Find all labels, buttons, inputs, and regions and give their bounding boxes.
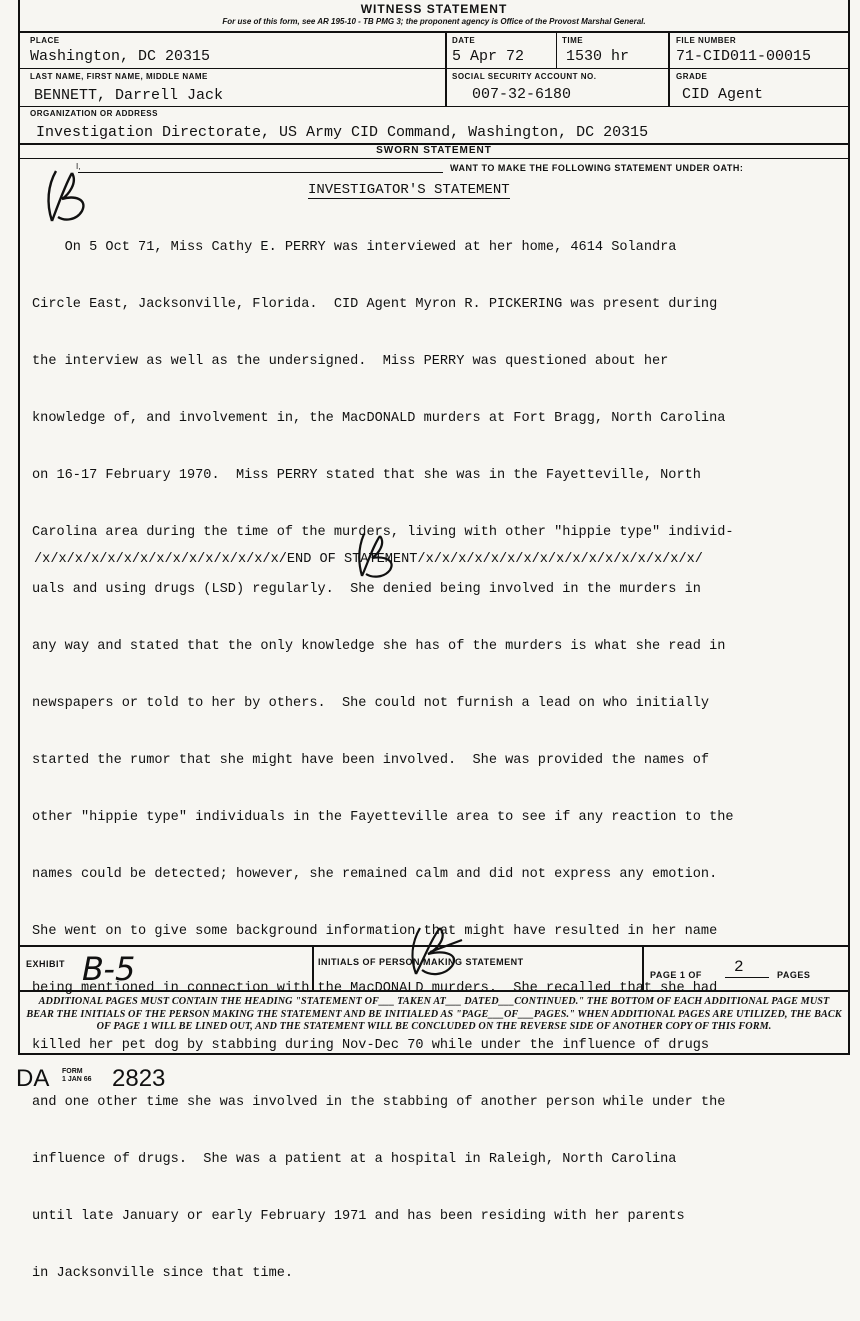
file-value: 71-CID011-00015 [676,48,812,65]
statement-line: influence of drugs. She was a patient at a hospital in Raleigh, North Carolina [32,1152,677,1167]
name-value: BENNETT, Darrell Jack [34,87,224,104]
file-label: FILE NUMBER [676,36,737,45]
form-number: 2823 [112,1065,166,1092]
page-total-line [725,977,769,978]
additional-pages-note: ADDITIONAL PAGES MUST CONTAIN THE HEADING "STATEMENT OF___ TAKEN AT___ DATED___CONTINUED." THE BOTTOM OF EACH ADDITIONAL PAGE MUST BEAR THE INITIALS OF THE PERSON MAKING THE STATEMENT AND BE INITIALED AS "PAGE___OF___PAGES." WHEN ADDITIONAL PAGES ARE UTILIZED, THE BACK OF PAGE 1 WILL BE LINED OUT, AND THE STATEMENT WILL BE CONCLUDED ON THE REVERSE SIDE OF ANOTHER COPY OF THIS FORM. [26,996,842,1032]
statement-line: and one other time she was involved in the stabbing of another person while under the [32,1095,726,1110]
statement-line: uals and using drugs (LSD) regularly. She denied being involved in the murders in [32,582,701,597]
form-small-date: 1 JAN 66 [62,1076,92,1083]
place-value: Washington, DC 20315 [30,48,211,65]
rule-row1 [20,68,848,69]
time-label: TIME [562,36,584,45]
statement-line: She went on to give some background information that might have resulted in her name [32,924,718,939]
statement-line: killed her pet dog by stabbing during Nov-Dec 70 while under the influence of drugs [32,1038,710,1053]
rule-sworn [20,158,848,159]
statement-line: on 16-17 February 1970. Miss PERRY stated that she was in the Fayetteville, North [32,468,701,483]
handwritten-initials-top [38,165,108,227]
org-value: Investigation Directorate, US Army CID Command, Washington, DC 20315 [36,124,649,141]
end-of-statement-line: /x/x/x/x/x/x/x/x/x/x/x/x/x/x/x/END OF STATEMENT/x/x/x/x/x/x/x/x/x/x/x/x/x/x/x/x/x/ [34,552,703,567]
grade-label: GRADE [676,72,708,81]
form-edition [62,1068,92,1084]
handwritten-initials-end [350,530,410,580]
pages-label: PAGES [777,970,811,980]
statement-line: knowledge of, and involvement in, the MacDONALD murders at Fort Bragg, North Carolina [32,411,726,426]
divider-place-date [445,31,447,106]
form-small-label: FORM [62,1068,83,1075]
org-label: ORGANIZATION OR ADDRESS [30,109,158,118]
page-of-label: PAGE 1 OF [650,970,702,980]
exhibit-value: B-5 [82,950,136,988]
statement-line: started the rumor that she might have been involved. She was provided the names of [32,753,710,768]
sworn-statement-heading: SWORN STATEMENT [376,145,492,156]
statement-line: until late January or early February 1971 and has been residing with her parents [32,1209,685,1224]
statement-line: the interview as well as the undersigned. Miss PERRY was questioned about her [32,354,669,369]
statement-line: On 5 Oct 71, Miss Cathy E. PERRY was interviewed at her home, 4614 Solandra [32,240,677,255]
date-value: 5 Apr 72 [452,48,525,65]
statement-line: Carolina area during the time of the murders, living with other "hippie type" individ- [32,525,734,540]
page-total-value: 2 [734,958,744,976]
statement-line: other "hippie type" individuals in the Fayetteville area to see if any reaction to the [32,810,734,825]
place-label: PLACE [30,36,60,45]
oath-name-line [78,172,443,173]
rule-top [20,31,848,33]
form-subtitle: For use of this form, see AR 195-10 - TB PMG 3; the proponent agency is Office of the Provost Marshal General. [222,17,646,26]
oath-text: WANT TO MAKE THE FOLLOWING STATEMENT UNDER OATH: [450,163,744,173]
handwritten-initials-footer [400,922,480,978]
ssn-value: 007-32-6180 [472,86,572,103]
exhibit-label: EXHIBIT [26,959,66,969]
form-title: WITNESS STATEMENT [360,2,508,16]
statement-line: Circle East, Jacksonville, Florida. CID Agent Myron R. PICKERING was present during [32,297,718,312]
divider-time-file [668,31,670,106]
oath-i-label: I, [76,162,81,171]
form-prefix: DA [16,1065,50,1092]
statement-line: being mentioned in connection with the MacDONALD murders. She recalled that she had [32,981,718,996]
initials-label: INITIALS OF PERSON MAKING STATEMENT [318,957,524,967]
date-label: DATE [452,36,476,45]
statement-line: any way and stated that the only knowledge she has of the murders is what she read in [32,639,726,654]
name-label: LAST NAME, FIRST NAME, MIDDLE NAME [30,72,208,81]
statement-body [32,200,847,1321]
rule-row2 [20,106,848,107]
time-value: 1530 hr [566,48,630,65]
statement-line: names could be detected; however, she remained calm and did not express any emotion. [32,867,718,882]
statement-line: in Jacksonville since that time. [32,1266,294,1281]
grade-value: CID Agent [682,86,764,103]
statement-heading: INVESTIGATOR'S STATEMENT [308,182,510,198]
statement-line: newspapers or told to her by others. She could not furnish a lead on who initially [32,696,710,711]
ssn-label: SOCIAL SECURITY ACCOUNT NO. [452,72,597,81]
divider-date-time [556,31,557,68]
